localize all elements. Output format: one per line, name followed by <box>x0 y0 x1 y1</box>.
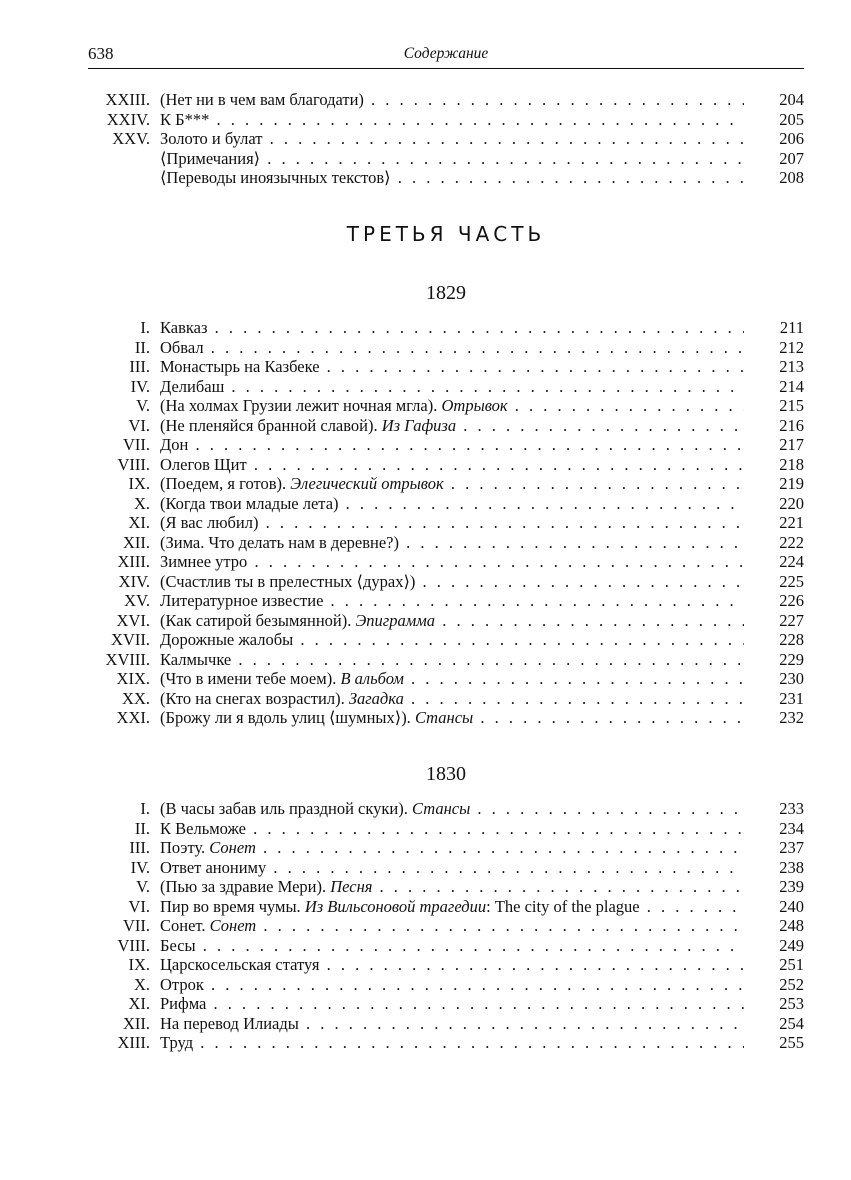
entry-suffix: : The city of the plague <box>486 896 640 916</box>
toc-entry <box>88 513 804 533</box>
entry-title: (Нет ни в чем вам благодати) <box>160 90 364 109</box>
toc-entry <box>88 552 804 572</box>
toc-entry <box>88 877 804 897</box>
entry-title: Царскосельская статуя <box>160 955 320 974</box>
entry-title-line <box>160 435 744 455</box>
entry-page-number: 240 <box>779 896 804 916</box>
entry-number: I. <box>140 799 150 818</box>
entry-title: (Я вас любил) <box>160 513 259 532</box>
entry-title-line <box>160 110 744 130</box>
toc-entry <box>88 669 804 689</box>
entry-number: XIII. <box>117 1033 150 1052</box>
entry-page-number: 213 <box>779 357 804 376</box>
entry-title-line <box>160 455 744 475</box>
entry-title-line <box>160 129 744 149</box>
entry-number: XXIII. <box>105 90 150 109</box>
entry-page-number: 226 <box>779 591 804 610</box>
entry-page-number: 248 <box>779 916 804 935</box>
entry-title-line <box>160 630 744 650</box>
toc-list-1830 <box>88 799 804 1053</box>
entry-title: Поэту. <box>160 838 206 857</box>
toc-entry <box>88 819 804 839</box>
entry-subtitle: В альбом <box>340 669 404 688</box>
entry-title-line <box>160 591 744 611</box>
entry-number: II. <box>134 818 150 838</box>
entry-number: V. <box>136 877 150 896</box>
entry-title-line <box>160 669 744 689</box>
entry-number: III. <box>129 838 150 857</box>
entry-title: (Не пленяйся бранной славой). <box>160 415 378 435</box>
entry-title: ⟨Переводы иноязычных текстов⟩ <box>160 168 391 187</box>
entry-title: (Счастлив ты в прелестных ⟨дурах⟩) <box>160 571 416 591</box>
entry-title: Калмычке <box>160 649 232 669</box>
entry-number: IX. <box>128 955 150 974</box>
entry-title: Дон <box>160 435 189 454</box>
entry-number: XV. <box>124 591 150 610</box>
entry-page-number: 220 <box>779 493 804 513</box>
entry-page-number: 218 <box>779 454 804 474</box>
entry-title: Бесы <box>160 935 196 955</box>
entry-number: XVIII. <box>105 649 150 669</box>
toc-entry <box>88 455 804 475</box>
entry-title: Зимнее утро <box>160 552 248 571</box>
entry-title-line <box>160 474 744 494</box>
entry-subtitle: Стансы <box>411 799 471 818</box>
entry-title: (Брожу ли я вдоль улиц ⟨шумных⟩). <box>160 708 411 727</box>
toc-entry <box>88 916 804 936</box>
entry-title-line <box>160 572 744 592</box>
toc-list-1829 <box>88 318 804 728</box>
toc-entry <box>88 591 804 611</box>
entry-title: (На холмах Грузии лежит ночная мгла). <box>160 396 438 415</box>
toc-entry <box>88 650 804 670</box>
toc-list-top <box>88 90 804 188</box>
entry-page-number: 231 <box>779 688 804 708</box>
entry-page-number: 228 <box>779 630 804 649</box>
entry-page-number: 216 <box>779 415 804 435</box>
toc-entry <box>88 994 804 1014</box>
entry-number: III. <box>129 357 150 376</box>
entry-number: VII. <box>122 435 150 454</box>
entry-title-line <box>160 357 744 377</box>
entry-title: (Когда твои младые лета) <box>160 493 339 513</box>
entry-number: XVI. <box>116 610 150 630</box>
entry-title-line <box>160 1033 744 1053</box>
entry-number: XXI. <box>116 708 150 727</box>
entry-page-number: 224 <box>779 552 804 571</box>
entry-page-number: 254 <box>779 1013 804 1033</box>
entry-subtitle: Сонет <box>209 916 257 935</box>
entry-title-line <box>160 708 744 728</box>
entry-number: XXV. <box>112 129 150 148</box>
year-heading-1829: 1829 <box>426 282 466 304</box>
toc-entry <box>88 1033 804 1053</box>
entry-title-line <box>160 396 744 416</box>
toc-entry <box>88 955 804 975</box>
toc-entry <box>88 611 804 631</box>
entry-page-number: 238 <box>779 857 804 877</box>
entry-number: IV. <box>130 376 150 396</box>
toc-entry <box>88 936 804 956</box>
entry-number: XIX. <box>116 669 150 688</box>
entry-title-line <box>160 416 744 436</box>
entry-page-number: 204 <box>779 90 804 109</box>
entry-title: Сонет. <box>160 916 206 935</box>
entry-page-number: 205 <box>779 109 804 129</box>
entry-subtitle: Сонет <box>209 838 256 857</box>
entry-number: XVII. <box>111 630 150 649</box>
entry-title-line <box>160 916 744 936</box>
entry-page-number: 255 <box>779 1033 804 1052</box>
entry-title-line <box>160 494 744 514</box>
entry-title-line <box>160 955 744 975</box>
entry-title: Обвал <box>160 337 204 357</box>
entry-number: I. <box>140 318 150 337</box>
toc-entry <box>88 318 804 338</box>
entry-title-line <box>160 799 744 819</box>
entry-number: XII. <box>122 532 150 552</box>
entry-title-line <box>160 338 744 358</box>
entry-title-line <box>160 318 744 338</box>
entry-number: II. <box>134 337 150 357</box>
toc-entry <box>88 168 804 188</box>
entry-subtitle: Загадка <box>348 688 404 708</box>
entry-page-number: 206 <box>779 129 804 148</box>
toc-entry <box>88 338 804 358</box>
toc-entry <box>88 630 804 650</box>
entry-title: На перевод Илиады <box>160 1013 299 1033</box>
entry-page-number: 207 <box>779 148 804 168</box>
entry-page-number: 211 <box>779 318 804 337</box>
entry-title-line <box>160 611 744 631</box>
entry-page-number: 237 <box>779 838 804 857</box>
entry-subtitle: Из Вильсоновой трагедии <box>304 896 487 916</box>
entry-title-line <box>160 994 744 1014</box>
entry-page-number: 253 <box>779 994 804 1013</box>
entry-title-line <box>160 377 744 397</box>
entry-title: Ответ анониму <box>160 857 267 877</box>
entry-title: Кавказ <box>160 318 208 337</box>
entry-title-line <box>160 858 744 878</box>
toc-entry <box>88 708 804 728</box>
entry-title-line <box>160 975 744 995</box>
entry-subtitle: Отрывок <box>441 396 508 415</box>
entry-title: (Зима. Что делать нам в деревне?) <box>160 532 399 552</box>
entry-page-number: 214 <box>779 376 804 396</box>
entry-title: Монастырь на Казбеке <box>160 357 320 376</box>
entry-page-number: 251 <box>779 955 804 974</box>
toc-entry <box>88 533 804 553</box>
entry-page-number: 229 <box>779 649 804 669</box>
entry-number: VIII. <box>117 454 150 474</box>
entry-number: IV. <box>130 857 150 877</box>
entry-title: К Б*** <box>160 109 210 129</box>
entry-page-number: 232 <box>779 708 804 727</box>
toc-entry <box>88 110 804 130</box>
entry-title-line <box>160 819 744 839</box>
entry-subtitle: Стансы <box>414 708 474 727</box>
entry-title: (Как сатирой безымянной). <box>160 610 352 630</box>
toc-entry <box>88 435 804 455</box>
entry-title-line <box>160 168 744 188</box>
entry-number: XIII. <box>117 552 150 571</box>
entry-page-number: 234 <box>779 818 804 838</box>
entry-page-number: 217 <box>779 435 804 454</box>
entry-title-line <box>160 838 744 858</box>
toc-entry <box>88 799 804 819</box>
entry-title: (В часы забав иль праздной скуки). <box>160 799 408 818</box>
entry-page-number: 225 <box>779 571 804 591</box>
entry-number: XX. <box>122 688 150 708</box>
year-heading-1830: 1830 <box>426 763 466 785</box>
entry-page-number: 212 <box>779 337 804 357</box>
toc-entry <box>88 494 804 514</box>
entry-page-number: 208 <box>779 168 804 187</box>
entry-page-number: 233 <box>779 799 804 818</box>
entry-number: XXIV. <box>106 109 150 129</box>
entry-title: К Вельможе <box>160 818 247 838</box>
entry-title-line <box>160 149 744 169</box>
toc-entry <box>88 858 804 878</box>
entry-title: (Поедем, я готов). <box>160 474 287 493</box>
entry-title-line <box>160 897 744 917</box>
entry-number: IX. <box>128 474 150 493</box>
entry-title: (Что в имени тебе моем). <box>160 669 337 688</box>
entry-page-number: 215 <box>779 396 804 415</box>
entry-number: V. <box>136 396 150 415</box>
entry-number: XII. <box>122 1013 150 1033</box>
entry-subtitle: Из Гафиза <box>381 415 457 435</box>
entry-title-line <box>160 90 744 110</box>
entry-title-line <box>160 1014 744 1034</box>
entry-title: Пир во время чумы. <box>160 896 301 916</box>
toc-entry <box>88 377 804 397</box>
toc-entry <box>88 975 804 995</box>
toc-entry <box>88 474 804 494</box>
entry-title: Рифма <box>160 994 207 1013</box>
entry-number: X. <box>133 974 150 994</box>
toc-entry <box>88 897 804 917</box>
toc-entry <box>88 357 804 377</box>
entry-title: Олегов Щит <box>160 454 247 474</box>
entry-title-line <box>160 552 744 572</box>
entry-title: Отрок <box>160 974 204 994</box>
entry-number: VIII. <box>117 935 150 955</box>
running-header <box>88 42 804 69</box>
entry-number: VII. <box>122 916 150 935</box>
entry-subtitle: Элегический отрывок <box>290 474 444 493</box>
entry-title: ⟨Примечания⟩ <box>160 148 261 168</box>
entry-title-line <box>160 936 744 956</box>
toc-entry <box>88 396 804 416</box>
entry-number: X. <box>133 493 150 513</box>
entry-title: Литературное известие <box>160 591 324 610</box>
entry-title: Труд <box>160 1033 194 1052</box>
entry-title: (Кто на снегах возрастил). <box>160 688 345 708</box>
toc-entry <box>88 90 804 110</box>
entry-page-number: 222 <box>779 532 804 552</box>
entry-page-number: 219 <box>779 474 804 493</box>
entry-number: VI. <box>128 896 150 916</box>
page-number: 638 <box>88 44 114 63</box>
entry-title: Делибаш <box>160 376 225 396</box>
entry-title-line <box>160 877 744 897</box>
entry-title: (Пью за здравие Мери). <box>160 877 327 896</box>
entry-title-line <box>160 533 744 553</box>
entry-subtitle: Эпиграмма <box>355 610 436 630</box>
entry-page-number: 239 <box>779 877 804 896</box>
toc-entry <box>88 572 804 592</box>
toc-entry <box>88 1014 804 1034</box>
entry-title-line <box>160 513 744 533</box>
entry-number: XI. <box>128 994 150 1013</box>
entry-page-number: 249 <box>779 935 804 955</box>
part-title: ТРЕТЬЯ ЧАСТЬ <box>346 222 546 246</box>
running-title: Содержание <box>403 45 489 62</box>
entry-title-line <box>160 689 744 709</box>
entry-page-number: 227 <box>779 610 804 630</box>
toc-entry <box>88 689 804 709</box>
toc-entry <box>88 838 804 858</box>
entry-number: VI. <box>128 415 150 435</box>
entry-title: Дорожные жалобы <box>160 630 294 649</box>
entry-page-number: 252 <box>779 974 804 994</box>
toc-entry <box>88 129 804 149</box>
entry-page-number: 221 <box>779 513 804 532</box>
entry-page-number: 230 <box>779 669 804 688</box>
entry-subtitle: Песня <box>330 877 373 896</box>
entry-number: XI. <box>128 513 150 532</box>
entry-title-line <box>160 650 744 670</box>
toc-entry <box>88 149 804 169</box>
toc-entry <box>88 416 804 436</box>
entry-title: Золото и булат <box>160 129 263 148</box>
entry-number: XIV. <box>118 571 150 591</box>
